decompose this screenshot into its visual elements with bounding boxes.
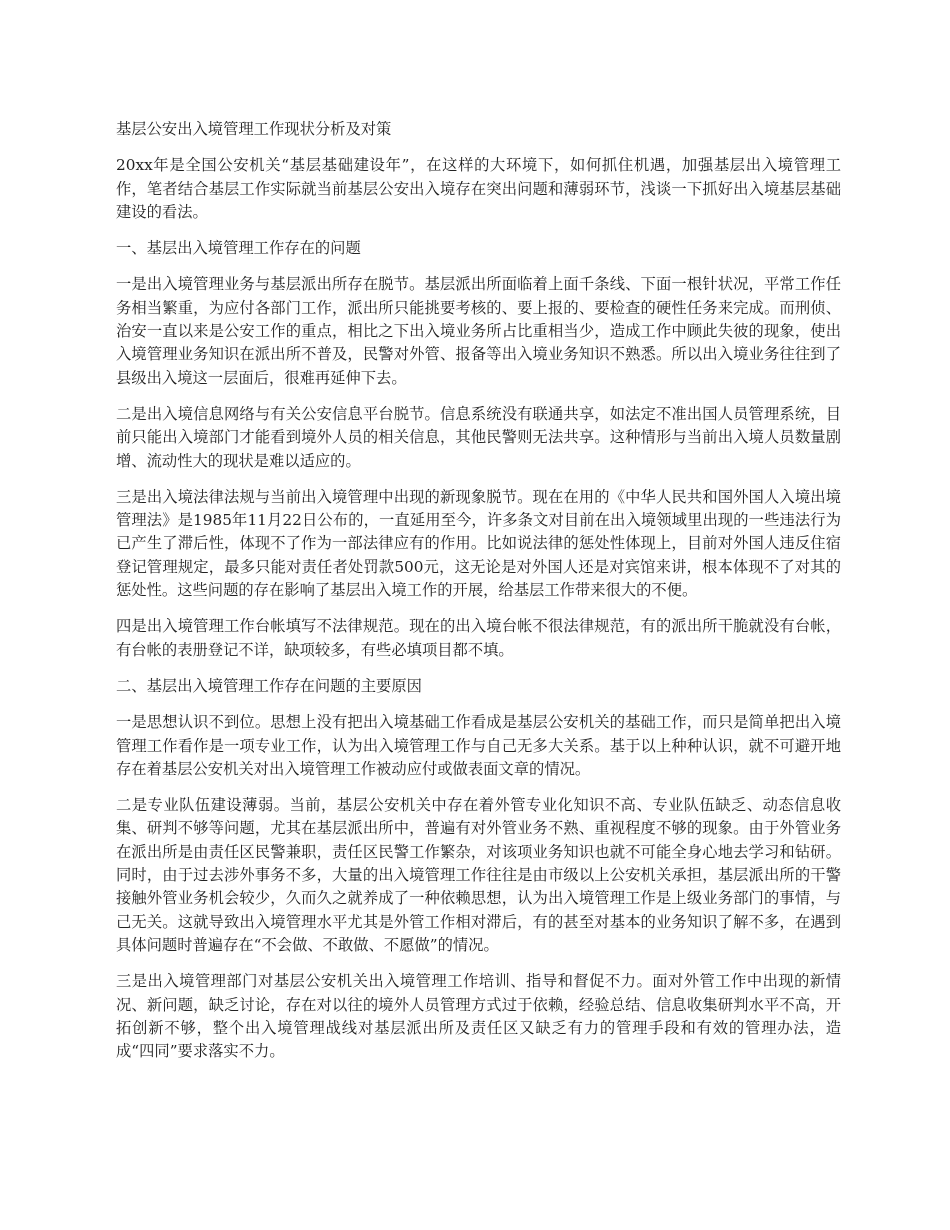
document-title: 基层公安出入境管理工作现状分析及对策 bbox=[116, 120, 392, 138]
section-2-paragraph-2: 二是专业队伍建设薄弱。当前，基层公安机关中存在着外管专业化知识不高、专业队伍缺乏、动态信息收集、研判不够等问题，尤其在基层派出所中，普遍有对外管业务不熟、重视程度不够的现象。由于外管业务在派出所是由责任区民警兼职，责任区民警工作繁杂，对该项业务知识也就不可能全身心地去学习和钻研。同时，由于过去涉外事务不多，大量的出入境管理工作往往是由市级以上公安机关承担，基层派出所的干警接触外管业务机会较少，久而久之就养成了一种依赖思想，认为出入境管理工作是上级业务部门的事情，与己无关。这就导致出入境管理水平尤其是外管工作相对滞后，有的甚至对基本的业务知识了解不多，在遇到具体问题时普遍存在“不会做、不敢做、不愿做”的情况。 bbox=[116, 796, 841, 954]
section-2-heading: 二、基层出入境管理工作存在问题的主要原因 bbox=[116, 676, 422, 695]
section-1-heading: 一、基层出入境管理工作存在的问题 bbox=[116, 239, 361, 258]
section-1-paragraph-1: 一是出入境管理业务与基层派出所存在脱节。基层派出所面临着上面千条线、下面一根针状况，平常工作任务相当繁重，为应付各部门工作，派出所只能挑要考核的、要上报的、要检查的硬性任务来完成。而刑侦、治安一直以来是公安工作的重点，相比之下出入境业务所占比重相当少，造成工作中顾此失彼的现象，使出入境管理业务知识在派出所不普及，民警对外管、报备等出入境业务知识不熟悉。所以出入境业务往往到了县级出入境这一层面后，很难再延伸下去。 bbox=[116, 275, 841, 387]
intro-paragraph: 20xx年是全国公安机关“基层基础建设年”，在这样的大环境下，如何抓住机遇，加强基层出入境管理工作，笔者结合基层工作实际就当前基层公安出入境存在突出问题和薄弱环节，浅谈一下抓好出入境基层基础建设的看法。 bbox=[116, 156, 841, 221]
section-1-paragraph-4: 四是出入境管理工作台帐填写不法律规范。现在的出入境台帐不很法律规范，有的派出所干脆就没有台帐，有台帐的表册登记不详，缺项较多，有些必填项目都不填。 bbox=[116, 617, 841, 659]
section-1-paragraph-2: 二是出入境信息网络与有关公安信息平台脱节。信息系统没有联通共享，如法定不准出国人员管理系统，目前只能出入境部门才能看到境外人员的相关信息，其他民警则无法共享。这种情形与当前出入境人员数量剧增、流动性大的现状是难以适应的。 bbox=[116, 404, 841, 470]
section-2-paragraph-3: 三是出入境管理部门对基层公安机关出入境管理工作培训、指导和督促不力。面对外管工作中出现的新情况、新问题，缺乏讨论，存在对以往的境外人员管理方式过于依赖，经验总结、信息收集研判水平不高，开拓创新不够，整个出入境管理战线对基层派出所及责任区又缺乏有力的管理手段和有效的管理办法，造成“四同”要求落实不力。 bbox=[116, 972, 841, 1061]
section-2-paragraph-1: 一是思想认识不到位。思想上没有把出入境基础工作看成是基层公安机关的基础工作，而只是简单把出入境管理工作看作是一项专业工作，认为出入境管理工作与自己无多大关系。基于以上种种认识，就不可避开地存在着基层公安机关对出入境管理工作被动应付或做表面文章的情况。 bbox=[116, 713, 841, 778]
section-1-paragraph-3: 三是出入境法律法规与当前出入境管理中出现的新现象脱节。现在在用的《中华人民共和国外国人入境出境管理法》是1985年11月22日公布的，一直延用至今，许多条文对目前在出入境领域里出现的一些违法行为已产生了滞后性，体现不了作为一部法律应有的作用。比如说法律的惩处性体现上，目前对外国人违反住宿登记管理规定，最多只能对责任者处罚款500元，这无论是对外国人还是对宾馆来讲，根本体现不了对其的惩处性。这些问题的存在影响了基层出入境工作的开展，给基层工作带来很大的不便。 bbox=[116, 487, 841, 600]
document-page bbox=[116, 118, 841, 1076]
